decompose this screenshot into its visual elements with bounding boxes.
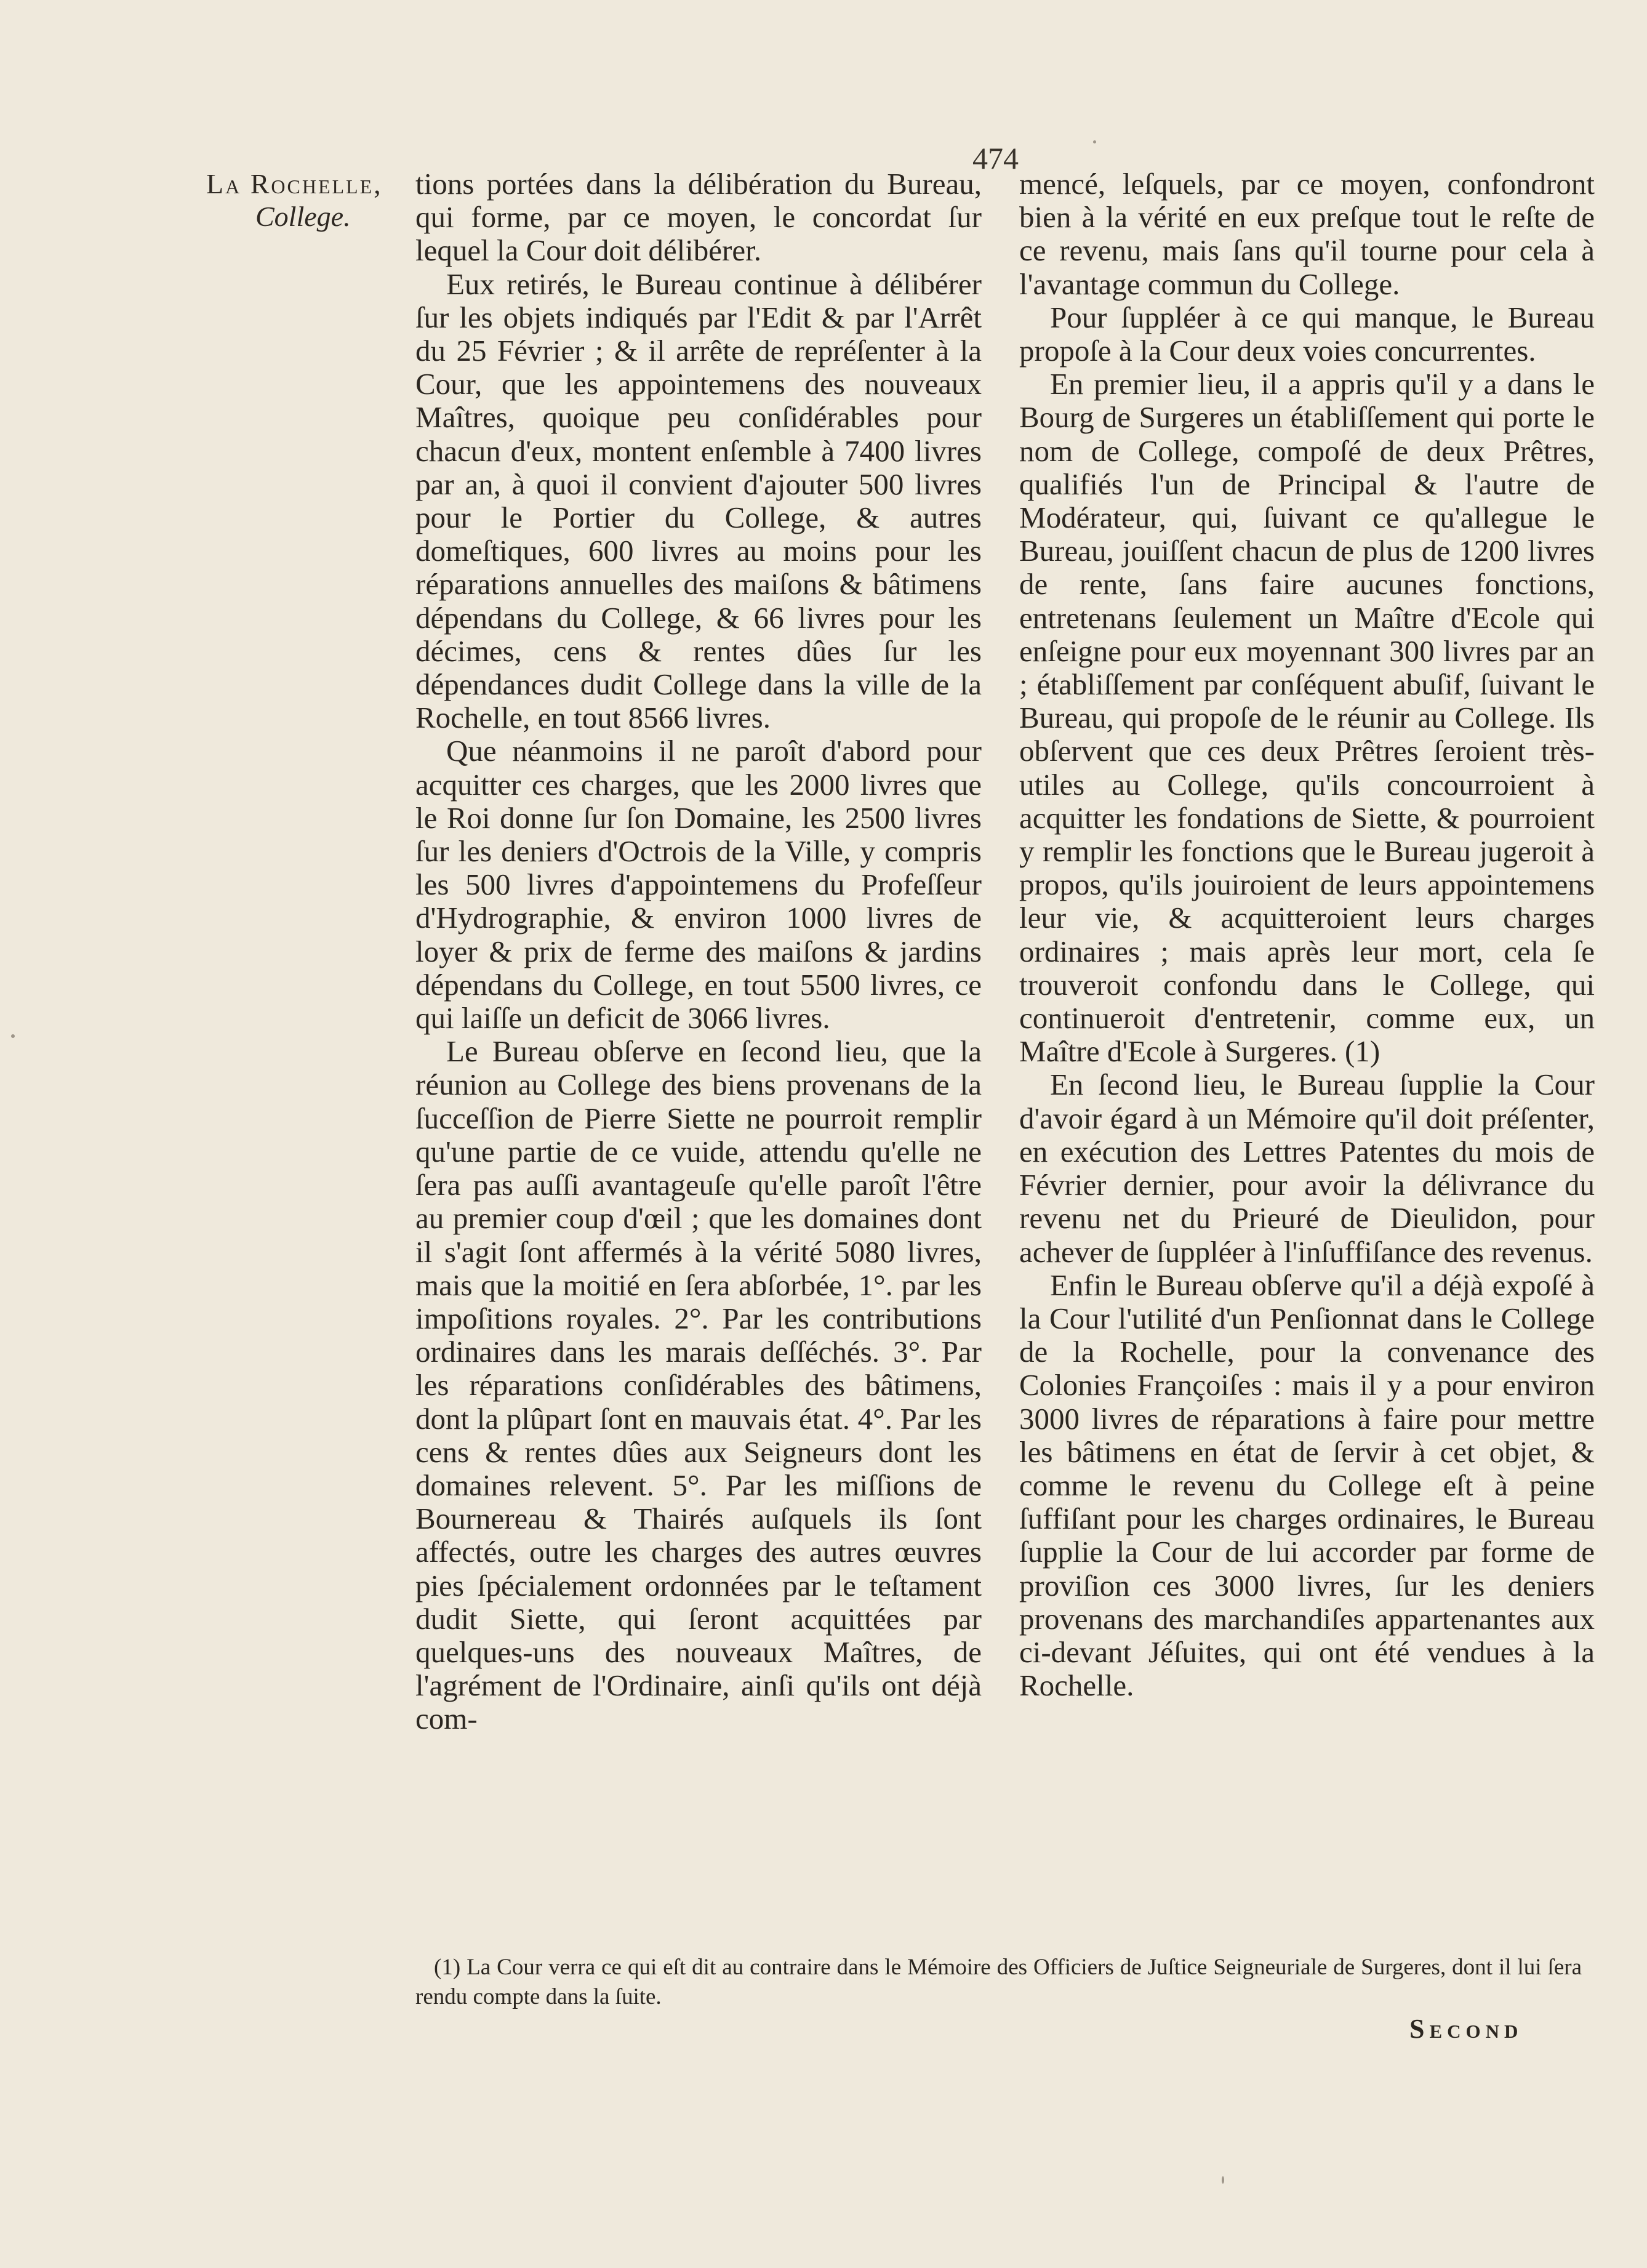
paragraph: Enfin le Bureau obſerve qu'il a déjà expoſé à la Cour l'utilité d'un Penſionnat dans le College de la Rochelle, pour la convenance des Colonies Françoiſes : mais il y a pour environ 3000 livres de réparations à faire pour mettre les bâtimens en état de ſervir à cet objet, & comme le revenu du College eſt à peine ſuffiſant pour les charges ordinaires, le Bureau ſupplie la Cour de lui accorder par forme de proviſion ces 3000 livres, ſur les deniers provenans des marchandiſes appartenantes aux ci-devant Jéſuites, qui ont été vendues à la Rochelle. [1019,1268,1595,1703]
footnote: (1) La Cour verra ce qui eſt dit au contraire dans le Mémoire des Officiers de Juſtice Seigneuriale de Surgeres, dont il lui ſera rendu compte dans la ſuite. [415,1955,1582,2009]
page-number: 474 [972,141,1019,175]
paragraph: En ſecond lieu, le Bureau ſupplie la Cour d'avoir égard à un Mémoire qu'il doit préſenter, en exécution des Lettres Patentes du mois de Février dernier, pour avoir la délivrance du revenu net du Prieuré de Dieulidon, pour achever de ſuppléer à l'inſuffiſance des revenus. [1019,1068,1595,1269]
left-column [415,167,982,1736]
paragraph: mencé, leſquels, par ce moyen, confondront bien à la vérité en eux preſque tout le reſte de ce revenu, mais ſans qu'il tourne pour cela à l'avantage commun du College. [1019,167,1595,301]
right-column [1019,167,1595,1702]
margin-note-place: La Rochelle, [206,168,383,199]
paper-speck [11,1034,15,1038]
paragraph: Que néanmoins il ne paroît d'abord pour acquitter ces charges, que les 2000 livres que le Roi donne ſur ſon Domaine, les 2500 livres ſur les deniers d'Octrois de la Ville, y compris les 500 livres d'appointemens du Profeſſeur d'Hydrographie, & environ 1000 livres de loyer & prix de ferme des maiſons & jardins dépendans du College, en tout 5500 livres, ce qui laiſſe un deficit de 3066 livres. [415,734,982,1035]
paragraph: Pour ſuppléer à ce qui manque, le Bureau propoſe à la Cour deux voies concurrentes. [1019,300,1595,368]
margin-note [206,167,403,233]
paragraph: tions portées dans la délibération du Bureau, qui forme, par ce moyen, le concordat ſur lequel la Cour doit délibérer. [415,167,982,268]
paper-speck [1093,140,1096,143]
paragraph: Le Bureau obſerve en ſecond lieu, que la réunion au College des biens provenans de la ſucceſſion de Pierre Siette ne pourroit remplir qu'une partie de ce vuide, attendu qu'elle ne ſera pas auſſi avantageuſe qu'elle paroît l'être au premier coup d'œil ; que les domaines dont il s'agit ſont affermés à la vérité 5080 livres, mais que la moitié en ſera abſorbée, 1°. par les impoſitions royales. 2°. Par les contributions ordinaires dans les marais deſſéchés. 3°. Par les réparations conſidérables des bâtimens, dont la plûpart ſont en mauvais état. 4°. Par les cens & rentes dûes aux Seigneurs dont les domaines relevent. 5°. Par les miſſions de Bournereau & Thairés auſquels ils ſont affectés, outre les charges des autres œuvres pies ſpécialement ordonnées par le teſtament dudit Siette, qui ſeront acquittées par quelques-uns des nouveaux Maîtres, de l'agrément de l'Ordinaire, ainſi qu'ils ont déjà com- [415,1034,982,1736]
catchword: Second [1409,2014,1523,2044]
paragraph: En premier lieu, il a appris qu'il y a dans le Bourg de Surgeres un établiſſement qui porte le nom de College, compoſé de deux Prêtres, qualifiés l'un de Principal & l'autre de Modérateur, qui, ſuivant ce qu'allegue le Bureau, jouiſſent chacun de plus de 1200 livres de rente, ſans faire aucunes fonctions, entretenans ſeulement un Maître d'Ecole qui enſeigne pour eux moyennant 300 livres par an ; établiſſement par conſéquent abuſif, ſuivant le Bureau, qui propoſe de le réunir au College. Ils obſervent que ces deux Prêtres ſeroient très-utiles au College, qu'ils concourroient à acquitter les fondations de Siette, & pourroient y remplir les fonctions que le Bureau jugeroit à propos, qu'ils jouiroient de leurs appointemens leur vie, & acquitteroient leurs charges ordinaires ; mais après leur mort, cela ſe trouveroit confondu dans le College, qui continueroit d'entretenir, comme eux, un Maître d'Ecole à Surgeres. (1) [1019,367,1595,1069]
margin-note-topic: College. [255,201,351,232]
paper-speck [1222,2176,1224,2184]
paragraph: Eux retirés, le Bureau continue à délibérer ſur les objets indiqués par l'Edit & par l'Arrêt du 25 Février ; & il arrête de repréſenter à la Cour, que les appointemens des nouveaux Maîtres, quoique peu conſidérables pour chacun d'eux, montent enſemble à 7400 livres par an, à quoi il convient d'ajouter 500 livres pour le Portier du College, & autres domeſtiques, 600 livres au moins pour les réparations annuelles des maiſons & bâtimens dépendans du College, & 66 livres pour les décimes, cens & rentes dûes ſur les dépendances dudit College dans la ville de la Rochelle, en tout 8566 livres. [415,267,982,735]
